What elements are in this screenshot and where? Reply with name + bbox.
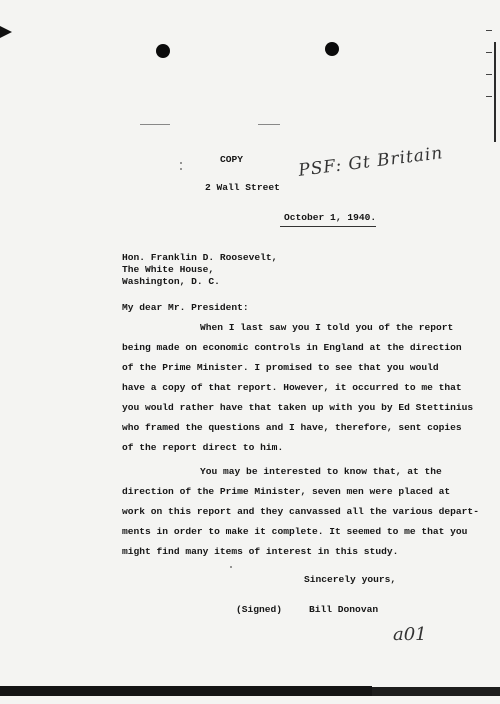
- date-underline: [280, 226, 376, 227]
- closing: Sincerely yours,: [304, 574, 397, 585]
- body-line: might find many items of interest in this study.: [122, 546, 399, 557]
- body-line: being made on economic controls in England at the direction: [122, 342, 462, 353]
- body-line: you would rather have that taken up with you by Ed Stettinius: [122, 402, 474, 413]
- salutation: My dear Mr. President:: [122, 302, 249, 313]
- recipient-line-1: Hon. Franklin D. Roosevelt,: [122, 252, 278, 263]
- body-line: of the report direct to him.: [122, 442, 284, 453]
- punch-hole-left: [156, 44, 170, 58]
- body-line: ments in order to make it complete. It seemed to me that you: [122, 526, 468, 537]
- scan-edge-bar: [0, 686, 500, 704]
- corner-arrow-mark: [0, 26, 12, 38]
- punch-hole-right: [325, 42, 339, 56]
- archive-stamp: PSF: Gt Britain: [297, 143, 445, 181]
- recipient-line-3: Washington, D. C.: [122, 276, 220, 287]
- sender-address: 2 Wall Street: [205, 182, 280, 193]
- recipient-line-2: The White House,: [122, 264, 215, 275]
- binding-edge: [482, 22, 496, 142]
- body-line: work on this report and they canvassed all the various depart-: [122, 506, 479, 517]
- page-number: a01: [393, 624, 427, 645]
- signature-name: Bill Donovan: [309, 604, 379, 615]
- body-line: who framed the questions and I have, therefore, sent copies: [122, 422, 462, 433]
- signed-label: (Signed): [236, 604, 283, 615]
- body-line: direction of the Prime Minister, seven men were placed at: [122, 486, 451, 497]
- letter-date: October 1, 1940.: [284, 212, 377, 223]
- copy-label: COPY: [220, 154, 244, 165]
- body-line: When I last saw you I told you of the report: [200, 322, 454, 333]
- body-line: of the Prime Minister. I promised to see that you would: [122, 362, 439, 373]
- body-line: You may be interested to know that, at the: [200, 466, 442, 477]
- body-line: have a copy of that report. However, it occurred to me that: [122, 382, 462, 393]
